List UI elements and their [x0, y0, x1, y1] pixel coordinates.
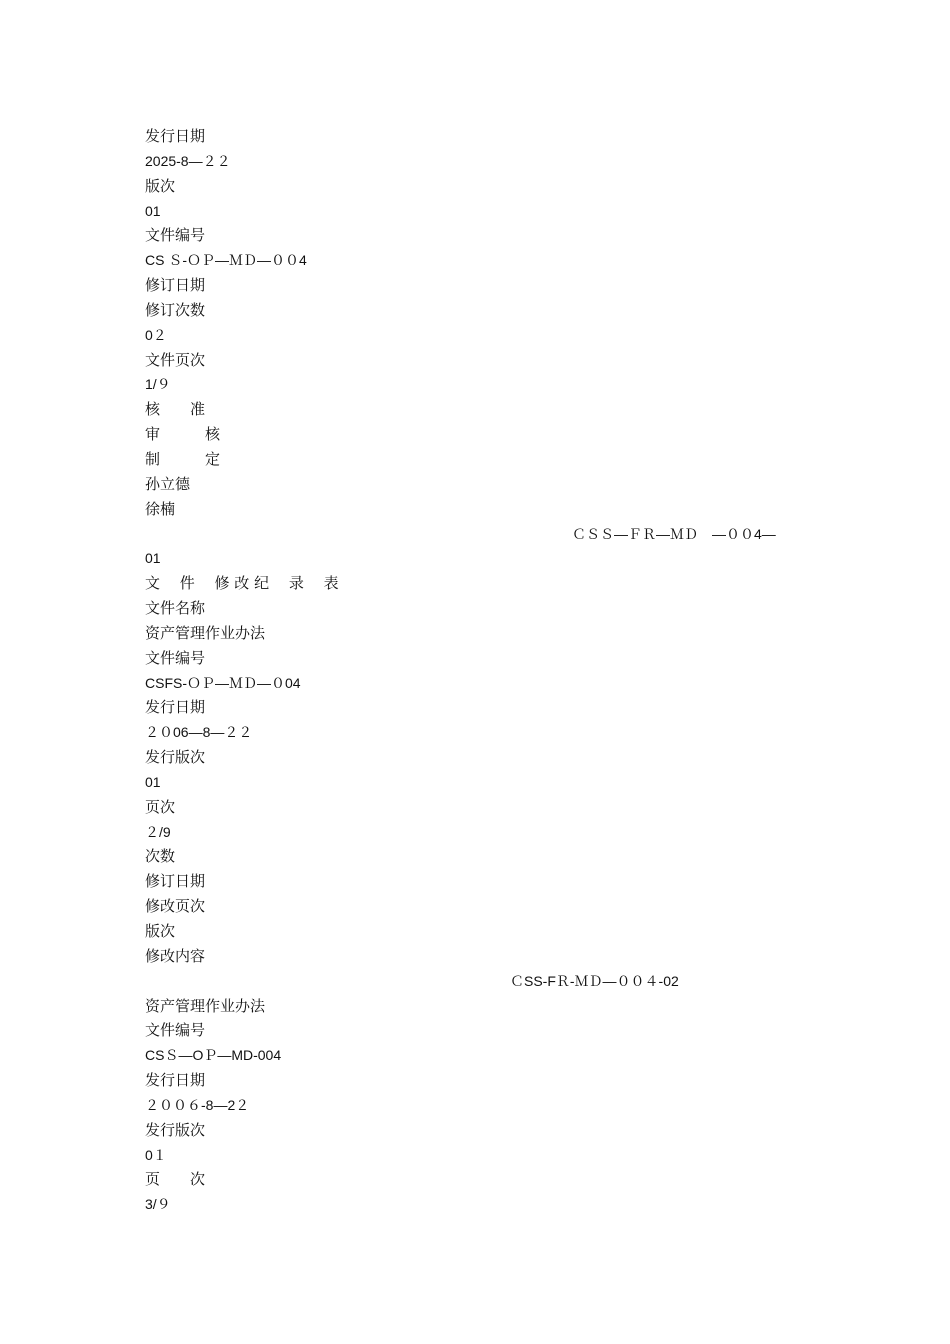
form-code-line [145, 969, 845, 994]
doc-no-label: 文件编号 [145, 648, 206, 667]
page-label: 页 次 [145, 1170, 206, 1189]
doc-page-label: 文件页次 [145, 350, 206, 369]
prepare-label: 制 定 [145, 449, 221, 468]
issue-edition-value: 0１ [145, 1146, 167, 1163]
record-table-title: 文 件 修 改 纪 录 表 [145, 574, 339, 593]
form-code: ＣＳＳ—ＦＲ—ＭＤ —００4— [572, 525, 776, 542]
document-body [145, 124, 845, 1217]
edition-column-header: 版次 [145, 922, 176, 940]
revision-count-label: 修订次数 [145, 300, 206, 319]
doc-name-value: 资产管理作业办法 [145, 996, 266, 1015]
doc-no-value: CSFS-ＯＰ—ＭＤ—０04 [145, 674, 301, 691]
person-name: 徐楠 [145, 499, 176, 518]
issue-edition-label: 发行版次 [145, 748, 206, 767]
edition-value: 01 [145, 202, 161, 219]
issue-date-label: 发行日期 [145, 1071, 206, 1090]
count-column-header: 次数 [145, 847, 176, 866]
issue-edition-label: 发行版次 [145, 1120, 206, 1139]
issue-date-label: 发行日期 [145, 698, 206, 717]
doc-no-label: 文件编号 [145, 226, 206, 245]
person-name: 孙立德 [145, 474, 191, 493]
modified-page-column-header: 修改页次 [145, 897, 206, 916]
form-code: ＣSS-FＲ-ＭＤ—００４-02 [510, 972, 679, 989]
content-column-header: 修改内容 [145, 946, 206, 965]
issue-date-value: 2025-8—２２ [145, 152, 231, 169]
page-value: 3/９ [145, 1196, 171, 1213]
doc-no-value: CSＳ—OＰ—MD-004 [145, 1047, 282, 1064]
form-code-tail: 01 [145, 550, 161, 567]
form-code-line [145, 522, 845, 547]
edition-label: 版次 [145, 176, 176, 195]
revision-date-column-header: 修订日期 [145, 872, 206, 891]
issue-date-value: ２００６-8—2２ [145, 1096, 250, 1113]
issue-edition-value: 01 [145, 773, 161, 790]
issue-date-value: ２０06—8—２２ [145, 724, 253, 741]
review-label: 审 核 [145, 425, 221, 444]
doc-name-label: 文件名称 [145, 599, 206, 618]
page-label: 页次 [145, 797, 176, 816]
doc-page-value: 1/９ [145, 376, 171, 393]
issue-date-label: 发行日期 [145, 127, 206, 145]
revision-date-label: 修订日期 [145, 276, 206, 295]
doc-no-label: 文件编号 [145, 1021, 206, 1040]
page-value: ２/9 [145, 823, 171, 840]
doc-name-value: 资产管理作业办法 [145, 623, 266, 642]
approve-label: 核 准 [145, 400, 206, 419]
revision-count-value: 0２ [145, 326, 167, 343]
doc-no-value: CS Ｓ-ＯＰ—ＭＤ—００4 [145, 252, 307, 269]
